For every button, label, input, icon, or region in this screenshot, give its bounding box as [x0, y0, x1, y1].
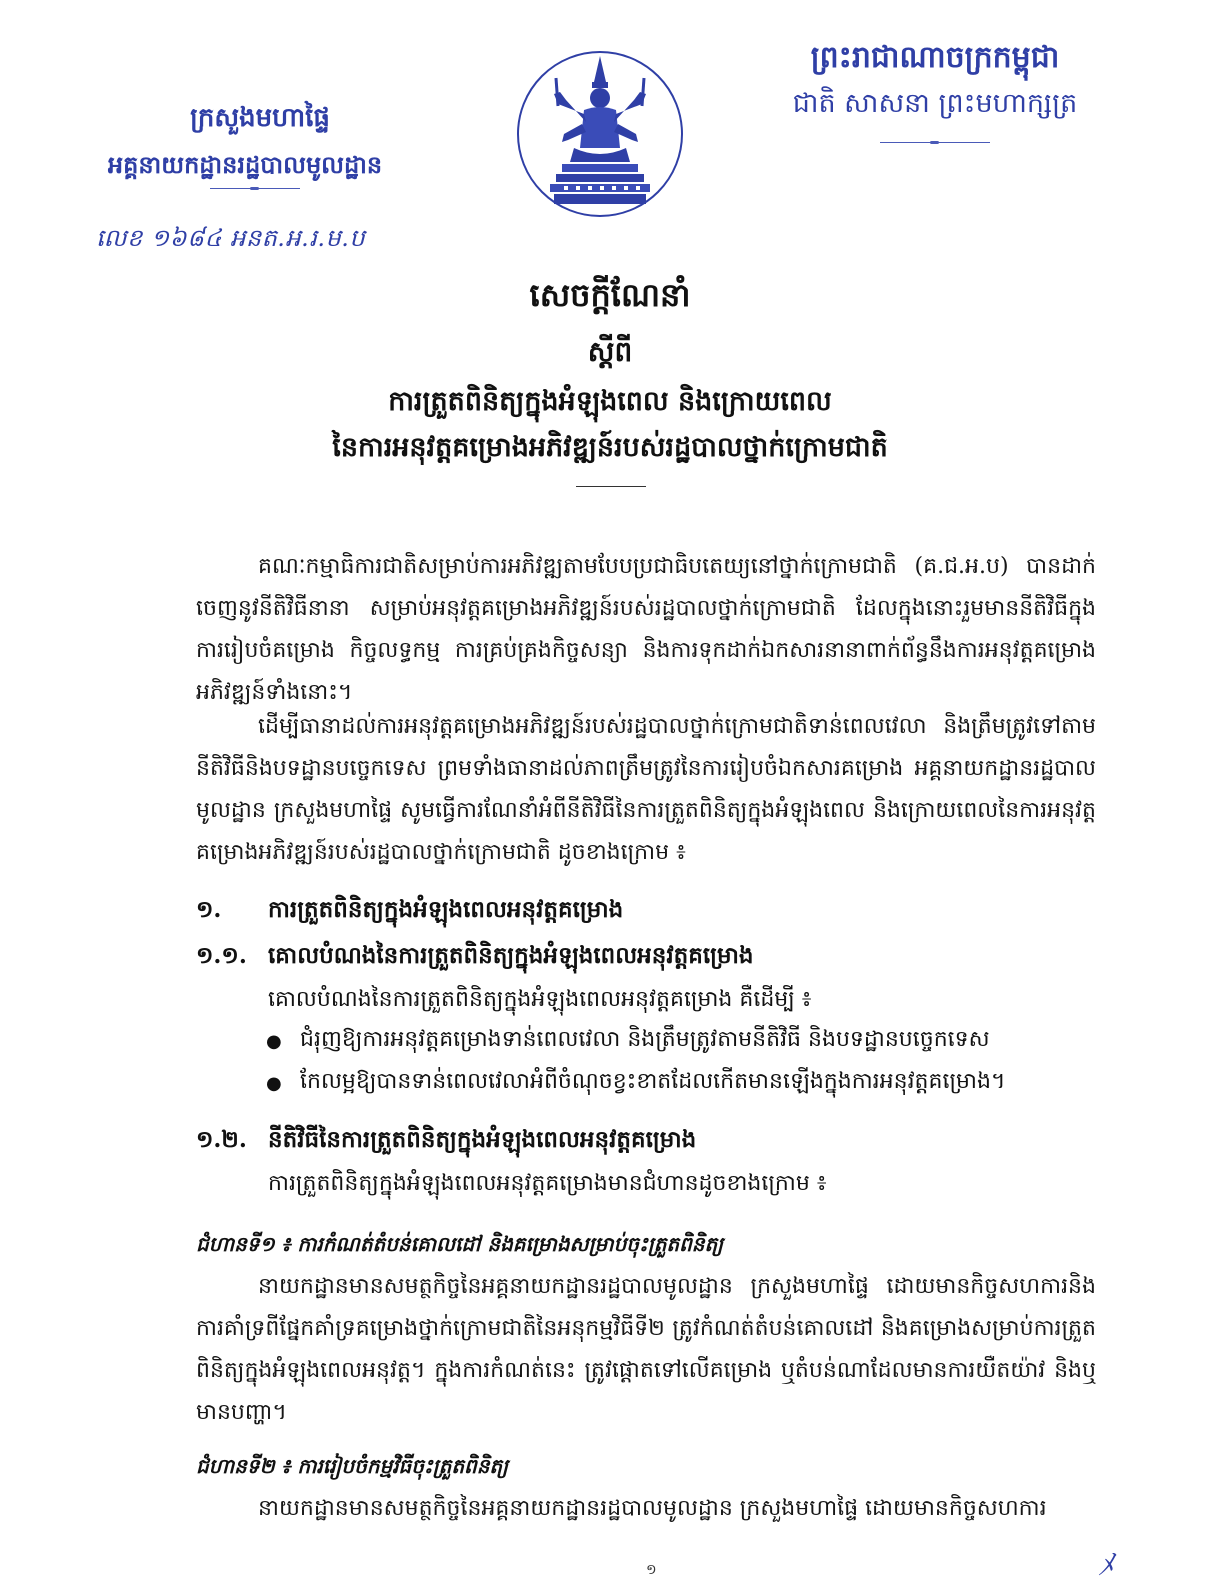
national-motto: ជាតិ សាសនា ព្រះមហាក្សត្រ [792, 88, 1078, 119]
step-2-body: នាយកដ្ឋានមានសមត្ថកិច្ចនៃអគ្គនាយកដ្ឋានរដ្ឋបាលមូលដ្ឋាន ក្រសួងមហាផ្ទៃ ដោយមានកិច្ចសហការ [258, 1496, 1047, 1521]
intro-paragraph-2: ដើម្បីធានាដល់ការអនុវត្តគម្រោងអភិវឌ្ឍន៍របស់រដ្ឋបាលថ្នាក់ក្រោមជាតិទាន់ពេលវេលា និងត្រឹមត្រូវទៅតាមនីតិវិធីនិងបទដ្ឋានបច្ចេកទេស ព្រមទាំងធានាដល់ភាពត្រឹមត្រូវនៃការរៀបចំឯកសារគម្រោង អគ្គនាយកដ្ឋានរដ្ឋបាលមូលដ្ឋាន ក្រសួងមហាផ្ទៃ សូមធ្វើការណែនាំអំពីនីតិវិធីនៃការត្រួតពិនិត្យក្នុងអំឡុងពេល និងក្រោយពេលនៃការអនុវត្តគម្រោងអភិវឌ្ឍន៍របស់រដ្ឋបាលថ្នាក់ក្រោមជាតិ ដូចខាងក្រោម ៖ [196, 714, 1096, 865]
bullet-marker: ● [266, 1073, 282, 1094]
ministry-name: ក្រសួងមហាផ្ទៃ [190, 103, 330, 133]
title-line-1: ការត្រួតពិនិត្យក្នុងអំឡុងពេល និងក្រោយពេល [388, 386, 832, 417]
title-on: ស្តីពី [587, 335, 633, 368]
document-type: សេចក្តីណែនាំ [529, 276, 691, 314]
section-1-1-title: គោលបំណងនៃការត្រួតពិនិត្យក្នុងអំឡុងពេលអនុវត្តគម្រោង [268, 942, 754, 969]
initial-mark: ﾒ [1098, 1548, 1113, 1583]
reference-number: លេខ ១៦៨៤ អនត.អ.រ.ម.ប [96, 224, 366, 252]
bullet-marker: ● [266, 1031, 282, 1052]
page-number: ១ [646, 1562, 657, 1578]
section-1-1-number: ១.១. [196, 942, 247, 969]
section-1-1-bullet-1: ជំរុញឱ្យការអនុវត្តគម្រោងទាន់ពេលវេលា និងត្រឹមត្រូវតាមនីតិវិធី និងបទដ្ឋានបច្ចេកទេស [300, 1027, 990, 1052]
department-name: អគ្គនាយកដ្ឋានរដ្ឋបាលមូលដ្ឋាន [107, 150, 383, 179]
department-ornament-dot [250, 187, 259, 190]
step-1-title: ជំហានទី១ ៖ ការកំណត់តំបន់គោលដៅ និងគម្រោងសម្រាប់ចុះត្រួតពិនិត្យ [196, 1232, 724, 1256]
section-1-title: ការត្រួតពិនិត្យក្នុងអំឡុងពេលអនុវត្តគម្រោង [268, 896, 624, 923]
title-ornament [576, 486, 646, 487]
motto-ornament-dot [930, 141, 939, 144]
title-line-2: នៃការអនុវត្តគម្រោងអភិវឌ្ឍន៍របស់រដ្ឋបាលថ្នាក់ក្រោមជាតិ [332, 432, 888, 463]
section-1-2-lead: ការត្រួតពិនិត្យក្នុងអំឡុងពេលអនុវត្តគម្រោងមានជំហានដូចខាងក្រោម ៖ [268, 1171, 827, 1196]
section-1-2-title: នីតិវិធីនៃការត្រួតពិនិត្យក្នុងអំឡុងពេលអនុវត្តគម្រោង [268, 1126, 697, 1153]
ministry-emblem [514, 48, 686, 218]
intro-paragraph-1: គណៈកម្មាធិការជាតិសម្រាប់ការអភិវឌ្ឍតាមបែបប្រជាធិបតេយ្យនៅថ្នាក់ក្រោមជាតិ (គ.ជ.អ.ប) បានដាក់ចេញនូវនីតិវិធីនានា សម្រាប់អនុវត្តគម្រោងអភិវឌ្ឍន៍របស់រដ្ឋបាលថ្នាក់ក្រោមជាតិ ដែលក្នុងនោះរួមមាននីតិវិធីក្នុងការរៀបចំគម្រោង កិច្ចលទ្ធកម្ម ការគ្រប់គ្រងកិច្ចសន្យា និងការទុកដាក់ឯកសារនានាពាក់ព័ន្ធនឹងការអនុវត្តគម្រោងអភិវឌ្ឍន៍ទាំងនោះ។ [196, 554, 1096, 705]
section-1-1-lead: គោលបំណងនៃការត្រួតពិនិត្យក្នុងអំឡុងពេលអនុវត្តគម្រោង គឺដើម្បី ៖ [268, 987, 812, 1012]
step-1-body: នាយកដ្ឋានមានសមត្ថកិច្ចនៃអគ្គនាយកដ្ឋានរដ្ឋបាលមូលដ្ឋាន ក្រសួងមហាផ្ទៃ ដោយមានកិច្ចសហការនិងការគាំទ្រពីផ្នែកគាំទ្រគម្រោងថ្នាក់ក្រោមជាតិនៃអនុកម្មវិធីទី២ ត្រូវកំណត់តំបន់គោលដៅ និងគម្រោងសម្រាប់ការត្រួតពិនិត្យក្នុងអំឡុងពេលអនុវត្ត។ ក្នុងការកំណត់នេះ ត្រូវផ្តោតទៅលើគម្រោង ឬតំបន់ណាដែលមានការយឺតយ៉ាវ និងឬមានបញ្ហា។ [196, 1274, 1096, 1425]
step-2-title: ជំហានទី២ ៖ ការរៀបចំកម្មវិធីចុះត្រួតពិនិត្យ [196, 1454, 509, 1478]
section-1-number: ១. [196, 896, 222, 923]
section-1-1-bullet-2: កែលម្អឱ្យបានទាន់ពេលវេលាអំពីចំណុចខ្វះខាតដែលកើតមានឡើងក្នុងការអនុវត្តគម្រោង។ [300, 1069, 1006, 1094]
section-1-2-number: ១.២. [196, 1126, 247, 1153]
kingdom-title: ព្រះរាជាណាចក្រកម្ពុជា [810, 40, 1060, 75]
